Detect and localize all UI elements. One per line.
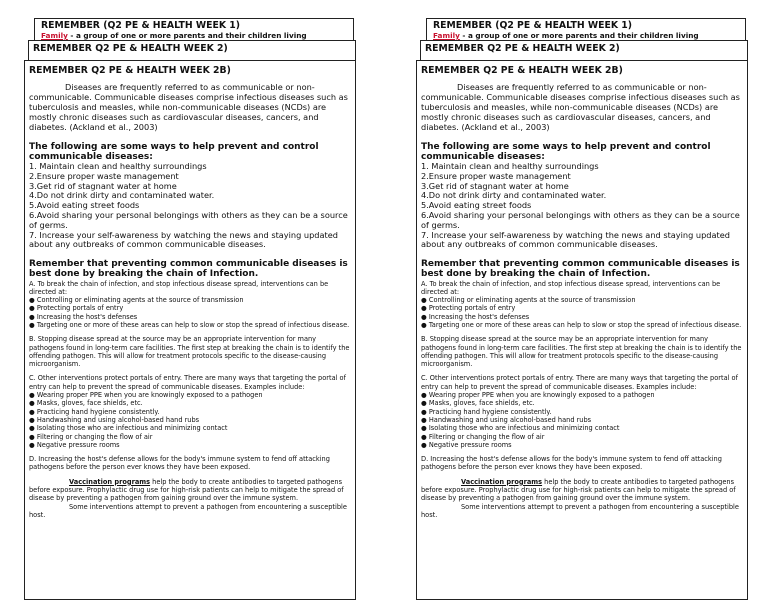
section-c-line: ● Isolating those who are infectious and minimizing contact [421, 424, 620, 433]
ways-item: 3.Get rid of stagnant water at home [421, 180, 569, 191]
section-c-line: ● Masks, gloves, face shields, etc. [421, 399, 535, 408]
ways-item: 5.Avoid eating street foods [29, 200, 140, 211]
section-b: B. Stopping disease spread at the source may be an appropriate intervention for many pathogens found in long-term care facilities. The first step at breaking the chain is to identify the offending pathogen. This will allow for treatment protocols specific to the disease-causing microorganism. [421, 335, 742, 369]
section-a-line: ● Protecting portals of entry [29, 304, 124, 313]
family-term: Family [433, 31, 460, 40]
reminder-card-week2b [24, 60, 356, 600]
section-a-line: ● Controlling or eliminating agents at the source of transmission [29, 296, 244, 305]
family-text: - a group of one or more parents and their children living [459, 31, 699, 40]
section-c-line: C. Other interventions protect portals of entry. There are many ways that targeting the portal of entry can help to prevent the spread of communicable diseases. Examples include: [421, 374, 738, 391]
ways-item: 7. Increase your self-awareness by watching the news and staying updated about any outbreaks of common communicable diseases. [29, 229, 338, 250]
card-title: REMEMBER Q2 PE & HEALTH WEEK 2B) [421, 65, 623, 76]
section-c-line: ● Negative pressure rooms [421, 440, 512, 449]
reminder-card-week2b [416, 60, 748, 600]
worksheet-right [416, 0, 758, 594]
ways-item: 6.Avoid sharing your personal belongings with others as they can be a source of germs. [29, 209, 348, 230]
chain-heading: Remember that preventing common communicable diseases is best done by breaking the chain of Infection. [421, 259, 740, 280]
section-c-line: ● Wearing proper PPE when you are knowingly exposed to a pathogen [421, 391, 655, 400]
section-a-line: ● Targeting one or more of these areas can help to slow or stop the spread of infectious disease. [29, 321, 350, 329]
section-d: D. Increasing the host's defense allows for the body's immune system to fend off attacking pathogens before the person ever knows they have been exposed. [29, 455, 330, 472]
section-c-line: ● Handwashing and using alcohol-based hand rubs [421, 415, 592, 424]
ways-item: 1. Maintain clean and healthy surroundings [421, 160, 599, 171]
ways-item: 4.Do not drink dirty and contaminated water. [29, 190, 215, 201]
section-a-line: ● Protecting portals of entry [421, 304, 516, 313]
worksheet-left [24, 0, 366, 594]
ways-item: 2.Ensure proper waste management [421, 170, 571, 181]
card-title: REMEMBER (Q2 PE & HEALTH WEEK 1) [433, 20, 632, 31]
vaccination-term: Vaccination programs [69, 477, 151, 486]
section-a-line: ● Increasing the host's defenses [421, 312, 530, 321]
card-title: REMEMBER Q2 PE & HEALTH WEEK 2B) [29, 65, 231, 76]
closing-line: Some interventions attempt to prevent a pathogen from encountering a susceptible host. [29, 502, 347, 519]
intro-paragraph: Diseases are frequently referred to as communicable or non-communicable. Communicable diseases comprise infectious diseases such as tuberculosis and measles, while non-communicable diseases (NCDs) are mostly chronic diseases such as cardiovascular diseases, cancers, and diabetes. (Ackland et al., 2003) [29, 82, 348, 132]
ways-item: 2.Ensure proper waste management [29, 170, 179, 181]
section-c-line: C. Other interventions protect portals of entry. There are many ways that targeting the portal of entry can help to prevent the spread of communicable diseases. Examples include: [29, 374, 346, 391]
family-text: - a group of one or more parents and their children living [67, 31, 307, 40]
section-d: D. Increasing the host's defense allows for the body's immune system to fend off attacking pathogens before the person ever knows they have been exposed. [421, 455, 722, 472]
ways-item: 5.Avoid eating street foods [421, 200, 532, 211]
vaccination-term: Vaccination programs [461, 477, 543, 486]
closing-line: Some interventions attempt to prevent a pathogen from encountering a susceptible host. [421, 502, 739, 519]
family-definition [41, 31, 347, 40]
section-c-line: ● Practicing hand hygiene consistently. [29, 407, 160, 416]
family-term: Family [41, 31, 68, 40]
section-c-line: ● Wearing proper PPE when you are knowingly exposed to a pathogen [29, 391, 263, 400]
section-a-line: A. To break the chain of infection, and stop infectious disease spread, interventions can be directed at: [29, 279, 329, 296]
section-b: B. Stopping disease spread at the source may be an appropriate intervention for many pathogens found in long-term care facilities. The first step at breaking the chain is to identify the offending pathogen. This will allow for treatment protocols specific to the disease-causing microorganism. [29, 335, 350, 369]
section-c-line: ● Practicing hand hygiene consistently. [421, 407, 552, 416]
section-c-line: ● Filtering or changing the flow of air [421, 432, 545, 441]
card-title: REMEMBER (Q2 PE & HEALTH WEEK 1) [41, 20, 240, 31]
intro-paragraph: Diseases are frequently referred to as communicable or non-communicable. Communicable diseases comprise infectious diseases such as tuberculosis and measles, while non-communicable diseases (NCDs) are mostly chronic diseases such as cardiovascular diseases, cancers, and diabetes. (Ackland et al., 2003) [421, 82, 740, 132]
card-title: REMEMBER Q2 PE & HEALTH WEEK 2) [425, 43, 620, 54]
section-c-line: ● Negative pressure rooms [29, 440, 120, 449]
section-c-line: ● Handwashing and using alcohol-based hand rubs [29, 415, 200, 424]
chain-heading: Remember that preventing common communicable diseases is best done by breaking the chain of Infection. [29, 259, 348, 280]
ways-item: 6.Avoid sharing your personal belongings with others as they can be a source of germs. [421, 209, 740, 230]
ways-item: 7. Increase your self-awareness by watching the news and staying updated about any outbreaks of common communicable diseases. [421, 229, 730, 250]
section-a-line: ● Increasing the host's defenses [29, 312, 138, 321]
ways-item: 1. Maintain clean and healthy surroundings [29, 160, 207, 171]
section-c-line: ● Isolating those who are infectious and minimizing contact [29, 424, 228, 433]
vaccination-paragraph: Vaccination programs help the body to create antibodies to targeted pathogens before exposure. Prophylactic drug use for high-risk patients can help to mitigate the spread of disease by preventing a pathogen from gaining ground over the immune system. [29, 477, 344, 503]
ways-heading: The following are some ways to help prevent and control communicable diseases: [29, 141, 319, 162]
section-c-line: ● Filtering or changing the flow of air [29, 432, 153, 441]
ways-heading: The following are some ways to help prevent and control communicable diseases: [421, 141, 711, 162]
ways-item: 3.Get rid of stagnant water at home [29, 180, 177, 191]
section-c-line: ● Masks, gloves, face shields, etc. [29, 399, 143, 408]
vaccination-paragraph: Vaccination programs help the body to create antibodies to targeted pathogens before exposure. Prophylactic drug use for high-risk patients can help to mitigate the spread of disease by preventing a pathogen from gaining ground over the immune system. [421, 477, 736, 503]
ways-item: 4.Do not drink dirty and contaminated water. [421, 190, 607, 201]
section-a-line: A. To break the chain of infection, and stop infectious disease spread, interventions can be directed at: [421, 279, 721, 296]
family-definition [433, 31, 739, 40]
section-a-line: ● Targeting one or more of these areas can help to slow or stop the spread of infectious disease. [421, 321, 742, 329]
card-title: REMEMBER Q2 PE & HEALTH WEEK 2) [33, 43, 228, 54]
section-a-line: ● Controlling or eliminating agents at the source of transmission [421, 296, 636, 305]
